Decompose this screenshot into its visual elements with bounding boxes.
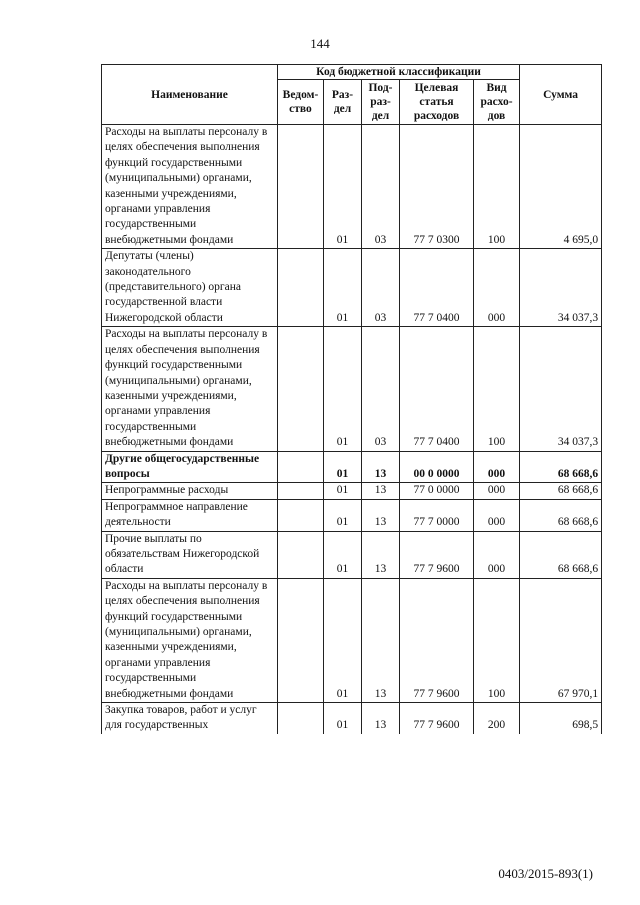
cell-podrazdel: 13	[362, 451, 400, 483]
header-celevaya: Целевая статья расходов	[400, 80, 474, 125]
cell-celevaya: 77 7 9600	[400, 703, 474, 734]
header-vid: Вид расхо-дов	[474, 80, 520, 125]
cell-vid: 100	[474, 578, 520, 702]
header-name: Наименование	[102, 65, 278, 125]
cell-razdel: 01	[324, 578, 362, 702]
cell-podrazdel: 13	[362, 499, 400, 531]
cell-name: Непрограммные расходы	[102, 483, 278, 499]
cell-summa: 67 970,1	[520, 578, 602, 702]
table-row	[102, 531, 602, 578]
cell-name: Другие общегосударственные вопросы	[102, 451, 278, 483]
cell-vedomstvo	[278, 451, 324, 483]
document-code: 0403/2015-893(1)	[498, 866, 593, 881]
cell-vedomstvo	[278, 327, 324, 451]
cell-celevaya: 77 7 9600	[400, 578, 474, 702]
cell-razdel: 01	[324, 483, 362, 499]
budget-table	[101, 64, 602, 734]
cell-vid: 100	[474, 327, 520, 451]
cell-name: Расходы на выплаты персоналу в целях обеспечения выполнения функций государственными (муниципальными) органами, казенными учреждениями, органами управления государственными внебюджетными фондами	[102, 125, 278, 249]
cell-celevaya: 77 7 0400	[400, 327, 474, 451]
table-row	[102, 451, 602, 483]
header-vedomstvo: Ведом-ство	[278, 80, 324, 125]
cell-podrazdel: 13	[362, 703, 400, 734]
cell-razdel: 01	[324, 327, 362, 451]
table-row	[102, 703, 602, 734]
table-row	[102, 483, 602, 499]
cell-podrazdel: 03	[362, 249, 400, 327]
cell-summa: 68 668,6	[520, 531, 602, 578]
cell-razdel: 01	[324, 125, 362, 249]
cell-summa: 4 695,0	[520, 125, 602, 249]
cell-vedomstvo	[278, 578, 324, 702]
cell-summa: 34 037,3	[520, 327, 602, 451]
cell-vedomstvo	[278, 531, 324, 578]
table-row	[102, 578, 602, 702]
cell-vid: 200	[474, 703, 520, 734]
table-row	[102, 499, 602, 531]
table-row	[102, 327, 602, 451]
cell-vedomstvo	[278, 499, 324, 531]
cell-vid: 000	[474, 249, 520, 327]
cell-celevaya: 77 7 0400	[400, 249, 474, 327]
cell-vedomstvo	[278, 703, 324, 734]
cell-celevaya: 77 7 9600	[400, 531, 474, 578]
cell-razdel: 01	[324, 451, 362, 483]
cell-podrazdel: 03	[362, 327, 400, 451]
cell-vid: 000	[474, 499, 520, 531]
cell-vid: 100	[474, 125, 520, 249]
cell-podrazdel: 13	[362, 578, 400, 702]
cell-razdel: 01	[324, 531, 362, 578]
cell-celevaya: 77 7 0300	[400, 125, 474, 249]
header-podrazdel: Под-раз-дел	[362, 80, 400, 125]
cell-summa: 68 668,6	[520, 483, 602, 499]
cell-name: Закупка товаров, работ и услуг для государственных	[102, 703, 278, 734]
cell-summa: 698,5	[520, 703, 602, 734]
cell-vedomstvo	[278, 483, 324, 499]
cell-vedomstvo	[278, 125, 324, 249]
cell-celevaya: 77 7 0000	[400, 499, 474, 531]
cell-vid: 000	[474, 531, 520, 578]
cell-podrazdel: 13	[362, 531, 400, 578]
cell-podrazdel: 03	[362, 125, 400, 249]
header-code-group: Код бюджетной классификации	[278, 65, 520, 80]
cell-summa: 68 668,6	[520, 451, 602, 483]
header-summa: Сумма	[520, 65, 602, 125]
cell-celevaya: 00 0 0000	[400, 451, 474, 483]
cell-name: Расходы на выплаты персоналу в целях обеспечения выполнения функций государственными (муниципальными) органами, казенными учреждениями, органами управления государственными внебюджетными фондами	[102, 578, 278, 702]
cell-vid: 000	[474, 451, 520, 483]
header-razdel: Раз-дел	[324, 80, 362, 125]
cell-name: Депутаты (члены) законодательного (представительного) органа государственной власти Нижегородской области	[102, 249, 278, 327]
cell-vid: 000	[474, 483, 520, 499]
cell-name: Расходы на выплаты персоналу в целях обеспечения выполнения функций государственными (муниципальными) органами, казенными учреждениями, органами управления государственными внебюджетными фондами	[102, 327, 278, 451]
cell-summa: 68 668,6	[520, 499, 602, 531]
cell-razdel: 01	[324, 703, 362, 734]
table-row	[102, 125, 602, 249]
cell-name: Непрограммное направление деятельности	[102, 499, 278, 531]
table-body	[102, 125, 602, 734]
page-number: 144	[310, 36, 330, 51]
cell-summa: 34 037,3	[520, 249, 602, 327]
cell-razdel: 01	[324, 499, 362, 531]
cell-podrazdel: 13	[362, 483, 400, 499]
cell-celevaya: 77 0 0000	[400, 483, 474, 499]
cell-razdel: 01	[324, 249, 362, 327]
table-row	[102, 249, 602, 327]
cell-vedomstvo	[278, 249, 324, 327]
cell-name: Прочие выплаты по обязательствам Нижегородской области	[102, 531, 278, 578]
